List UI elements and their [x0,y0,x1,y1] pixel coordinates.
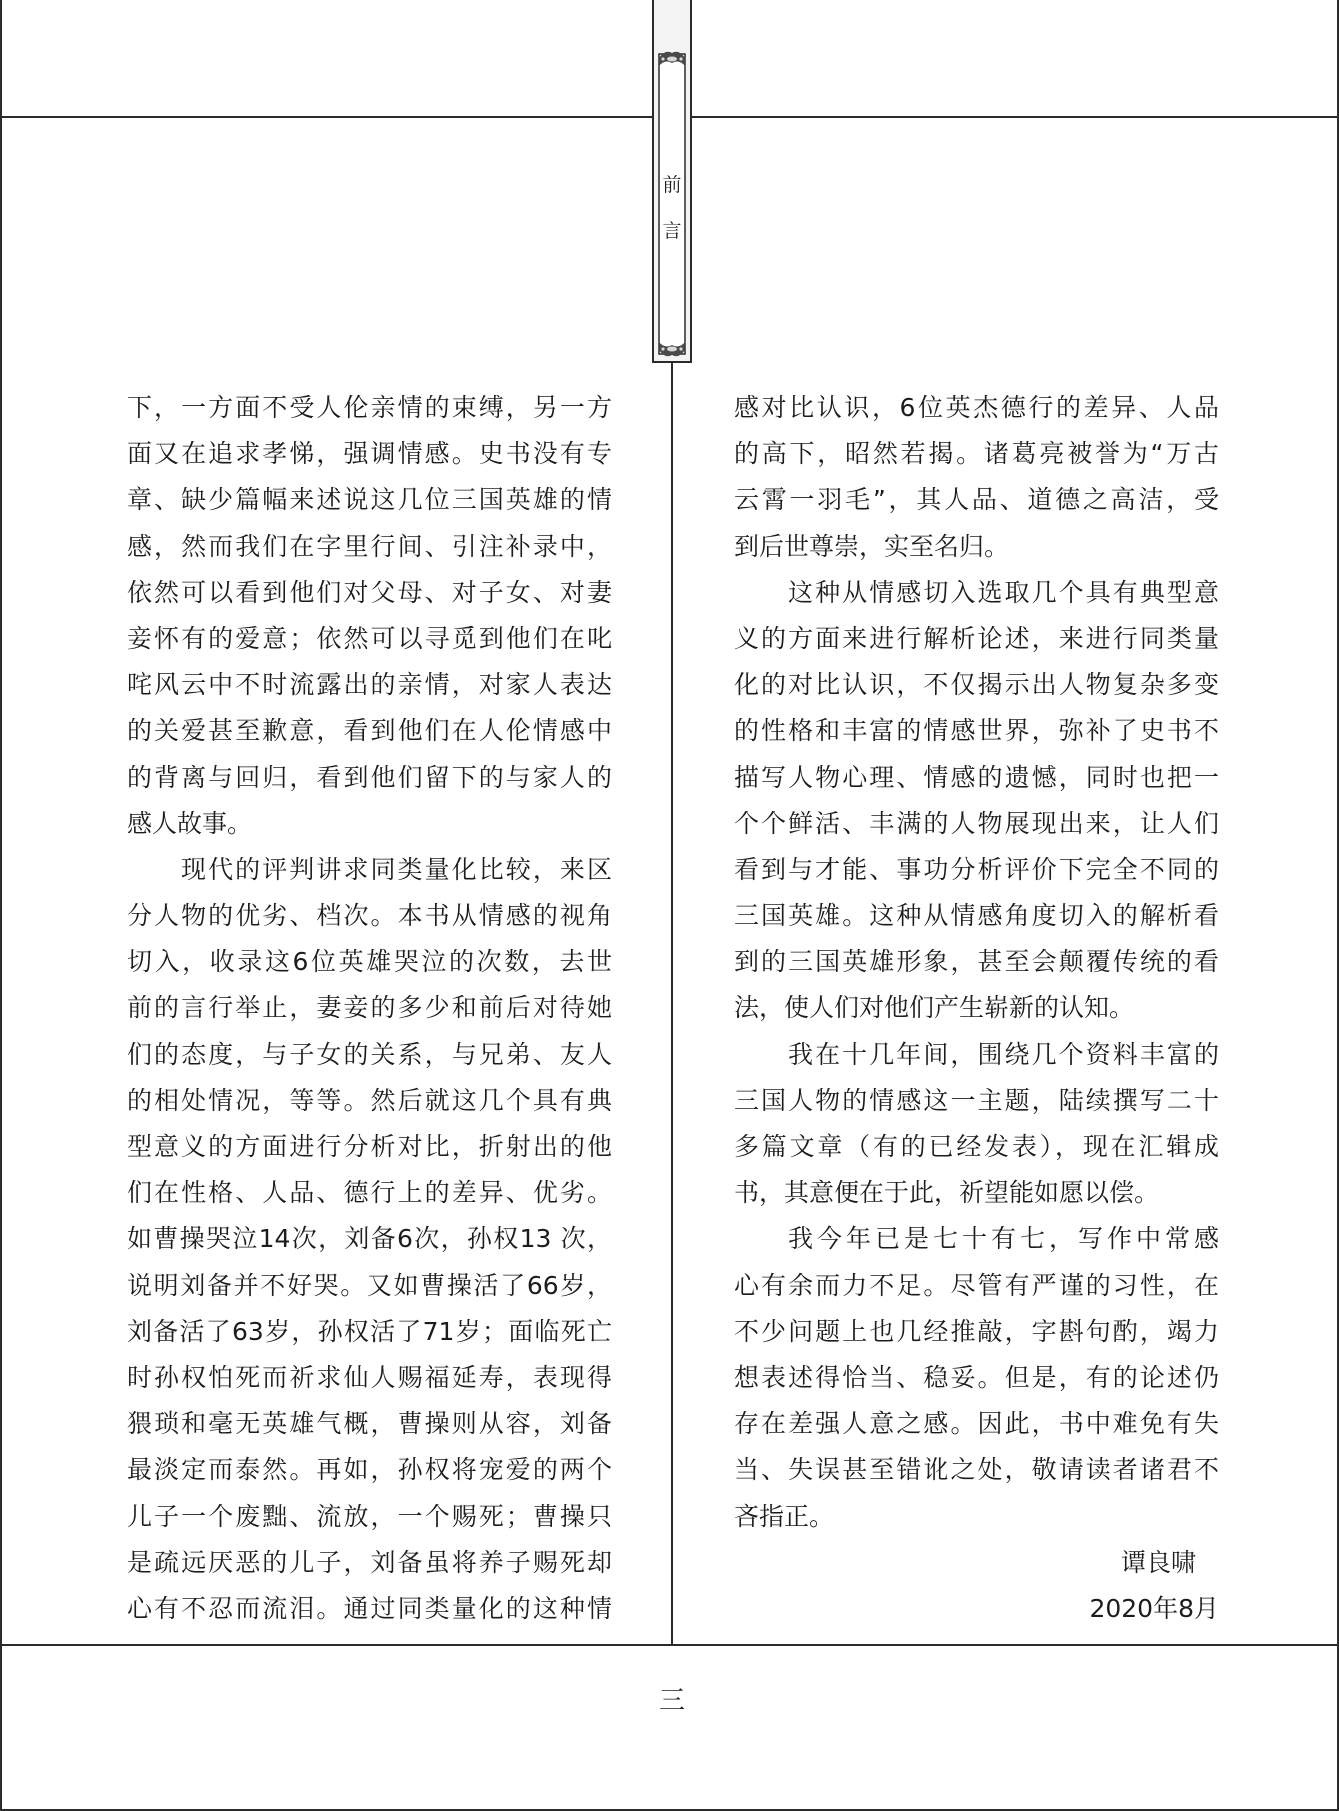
text-line: 化的对比认识，不仅揭示出人物复杂多变 [734,670,1219,700]
text-line: 不少问题上也几经推敲，字斟句酌，竭力 [734,1316,1219,1346]
page-number: 三 [658,1686,685,1716]
text-line: 是疏远厌恶的儿子，刘备虽将养子赐死却 [127,1547,612,1577]
text-line: 描写人物心理、情感的遗憾，同时也把一 [734,762,1219,792]
text-line: 咤风云中不时流露出的亲情，对家人表达 [127,670,612,700]
text-line: 心有余而力不足。尽管有严谨的习性，在 [734,1270,1219,1300]
text-line: 存在差强人意之感。因此，书中难免有失 [734,1409,1219,1439]
page-border-left [0,0,2,1811]
header-rule-left [0,116,653,118]
text-line: 感，然而我们在字里行间、引注补录中， [127,531,612,561]
text-line: 妾怀有的爱意；依然可以寻觅到他们在叱 [127,623,612,653]
signature-date: 2020年8月 [1089,1593,1219,1623]
text-line: 个个鲜活、丰满的人物展现出来，让人们 [734,808,1219,838]
text-line: 分人物的优劣、档次。本书从情感的视角 [127,901,612,931]
text-line: 们在性格、人品、德行上的差异、优劣。 [127,1178,612,1208]
text-line: 前的言行举止，妻妾的多少和前后对待她 [127,993,612,1023]
text-line: 型意义的方面进行分析对比，折射出的他 [127,1132,612,1161]
text-line: 最淡定而泰然。再如，孙权将宠爱的两个 [127,1455,612,1485]
column-divider [671,362,673,1645]
header-rule-right [691,116,1339,118]
text-line: 书，其意便在于此，祈望能如愿以偿。 [734,1178,1160,1208]
text-line: 猥琐和毫无英雄气概，曹操则从容，刘备 [127,1409,612,1439]
text-line: 刘备活了63岁，孙权活了71岁；面临死亡 [127,1316,612,1346]
text-line: 下，一方面不受人伦亲情的束缚，另一方 [127,393,612,422]
text-line: 看到与才能、事功分析评价下完全不同的 [734,854,1219,884]
text-line: 三国人物的情感这一主题，陆续撰写二十 [734,1085,1219,1115]
text-line: 心有不忍而流泪。通过同类量化的这种情 [127,1593,612,1623]
paragraph-first-line: 我今年已是七十有七，写作中常感 [788,1224,1219,1254]
text-line: 的性格和丰富的情感世界，弥补了史书不 [734,716,1219,746]
text-line: 义的方面来进行解析论述，来进行同类量 [734,623,1219,653]
section-title-char-2: 言 [662,220,682,242]
text-line: 切入，收录这6位英雄哭泣的次数，去世 [127,947,612,977]
text-line: 们的态度，与子女的关系，与兄弟、友人 [127,1039,612,1069]
text-line: 说明刘备并不好哭。又如曹操活了66岁， [127,1270,612,1300]
paragraph-first-line: 这种从情感切入选取几个具有典型意 [788,577,1219,607]
text-line: 面又在追求孝悌，强调情感。史书没有专 [127,439,612,469]
paragraph-first-line: 我在十几年间，围绕几个资料丰富的 [788,1039,1219,1069]
text-line: 的高下，昭然若揭。诸葛亮被誉为“万古 [734,439,1219,469]
text-line: 当、失误甚至错讹之处，敬请读者诸君不 [734,1455,1219,1485]
ribbon-inner-frame [659,54,685,354]
text-line: 法，使人们对他们产生崭新的认知。 [734,993,1135,1023]
text-line: 三国英雄。这种从情感角度切入的解析看 [734,901,1219,931]
text-line: 到的三国英雄形象，甚至会颠覆传统的看 [734,947,1219,977]
text-line: 的相处情况，等等。然后就这几个具有典 [127,1085,612,1115]
text-line: 云霄一羽毛”，其人品、道德之高洁，受 [734,485,1219,515]
text-line: 想表述得恰当、稳妥。但是，有的论述仍 [734,1362,1219,1392]
text-line: 感人故事。 [127,808,253,838]
author-signature: 谭良啸 [1120,1547,1196,1577]
text-line: 到后世尊崇，实至名归。 [734,531,1010,561]
text-line: 的关爱甚至歉意，看到他们在人伦情感中 [127,716,612,746]
right-text-column [734,385,1219,1632]
text-line: 吝指正。 [734,1501,835,1531]
left-text-column [127,385,612,1632]
text-line: 多篇文章（有的已经发表），现在汇辑成 [734,1132,1219,1161]
paragraph-first-line: 现代的评判讲求同类量化比较，来区 [181,854,612,884]
text-line: 如曹操哭泣14次，刘备6次，孙权13 次， [127,1224,612,1254]
text-line: 儿子一个废黜、流放，一个赐死；曹操只 [127,1501,612,1531]
text-line: 依然可以看到他们对父母、对子女、对妻 [127,577,612,607]
text-line: 感对比认识，6位英杰德行的差异、人品 [734,393,1219,422]
footer-rule [0,1644,1339,1646]
section-title-char-1: 前 [662,174,682,196]
text-line: 的背离与回归，看到他们留下的与家人的 [127,762,612,792]
text-line: 章、缺少篇幅来述说这几位三国英雄的情 [127,485,612,515]
text-line: 时孙权怕死而祈求仙人赐福延寿，表现得 [127,1362,612,1392]
